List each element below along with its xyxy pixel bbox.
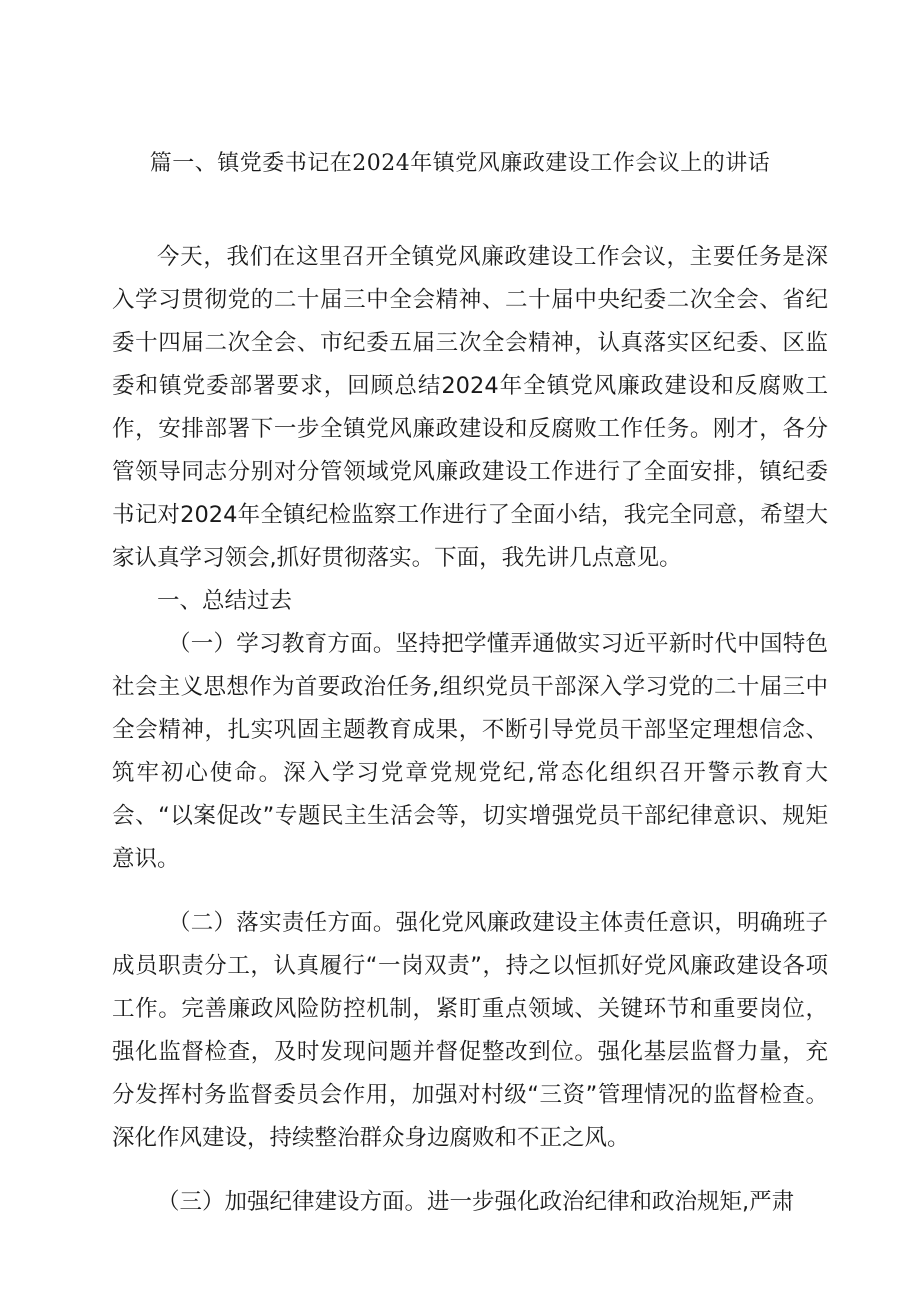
section-heading-summary: 一、总结过去 (157, 588, 293, 614)
paragraph-responsibility: （二）落实责任方面。强化党风廉政建设主体责任意识，明确班子成员职责分工，认真履行“一岗双责”，持之以恒抓好党风廉政建设各项工作。完善廉政风险防控机制，紧盯重点领域、关键环节和重要岗位，强化监督检查，及时发现问题并督促整改到位。强化基层监督力量，充分发挥村务监督委员会作用，加强对村级“三资”管理情况的监督检查。深化作风建设，持续整治群众身边腐败和不正之风。 (112, 910, 828, 1151)
paragraph-discipline: （三）加强纪律建设方面。进一步强化政治纪律和政治规矩,严肃 (157, 1189, 795, 1215)
intro-paragraph: 今天，我们在这里召开全镇党风廉政建设工作会议，主要任务是深入学习贯彻党的二十届三中全会精神、二十届中央纪委二次全会、省纪委十四届二次全会、市纪委五届三次全会精神，认真落实区纪委、区监委和镇党委部署要求，回顾总结2024年全镇党风廉政建设和反腐败工作，安排部署下一步全镇党风廉政建设和反腐败工作任务。刚才，各分管领导同志分别对分管领域党风廉政建设工作进行了全面安排，镇纪委书记对2024年全镇纪检监察工作进行了全面小结，我完全同意，希望大家认真学习领会,抓好贯彻落实。下面，我先讲几点意见。 (112, 244, 828, 571)
document-title: 篇一、镇党委书记在2024年镇党风廉政建设工作会议上的讲话 (149, 151, 771, 176)
paragraph-study-education: （一）学习教育方面。坚持把学懂弄通做实习近平新时代中国特色社会主义思想作为首要政治任务,组织党员干部深入学习党的二十届三中全会精神，扎实巩固主题教育成果，不断引导党员干部坚定理想信念、筑牢初心使命。深入学习党章党规党纪,常态化组织召开警示教育大会、“以案促改”专题民主生活会等，切实增强党员干部纪律意识、规矩意识。 (112, 631, 828, 872)
document-body (112, 236, 828, 1224)
